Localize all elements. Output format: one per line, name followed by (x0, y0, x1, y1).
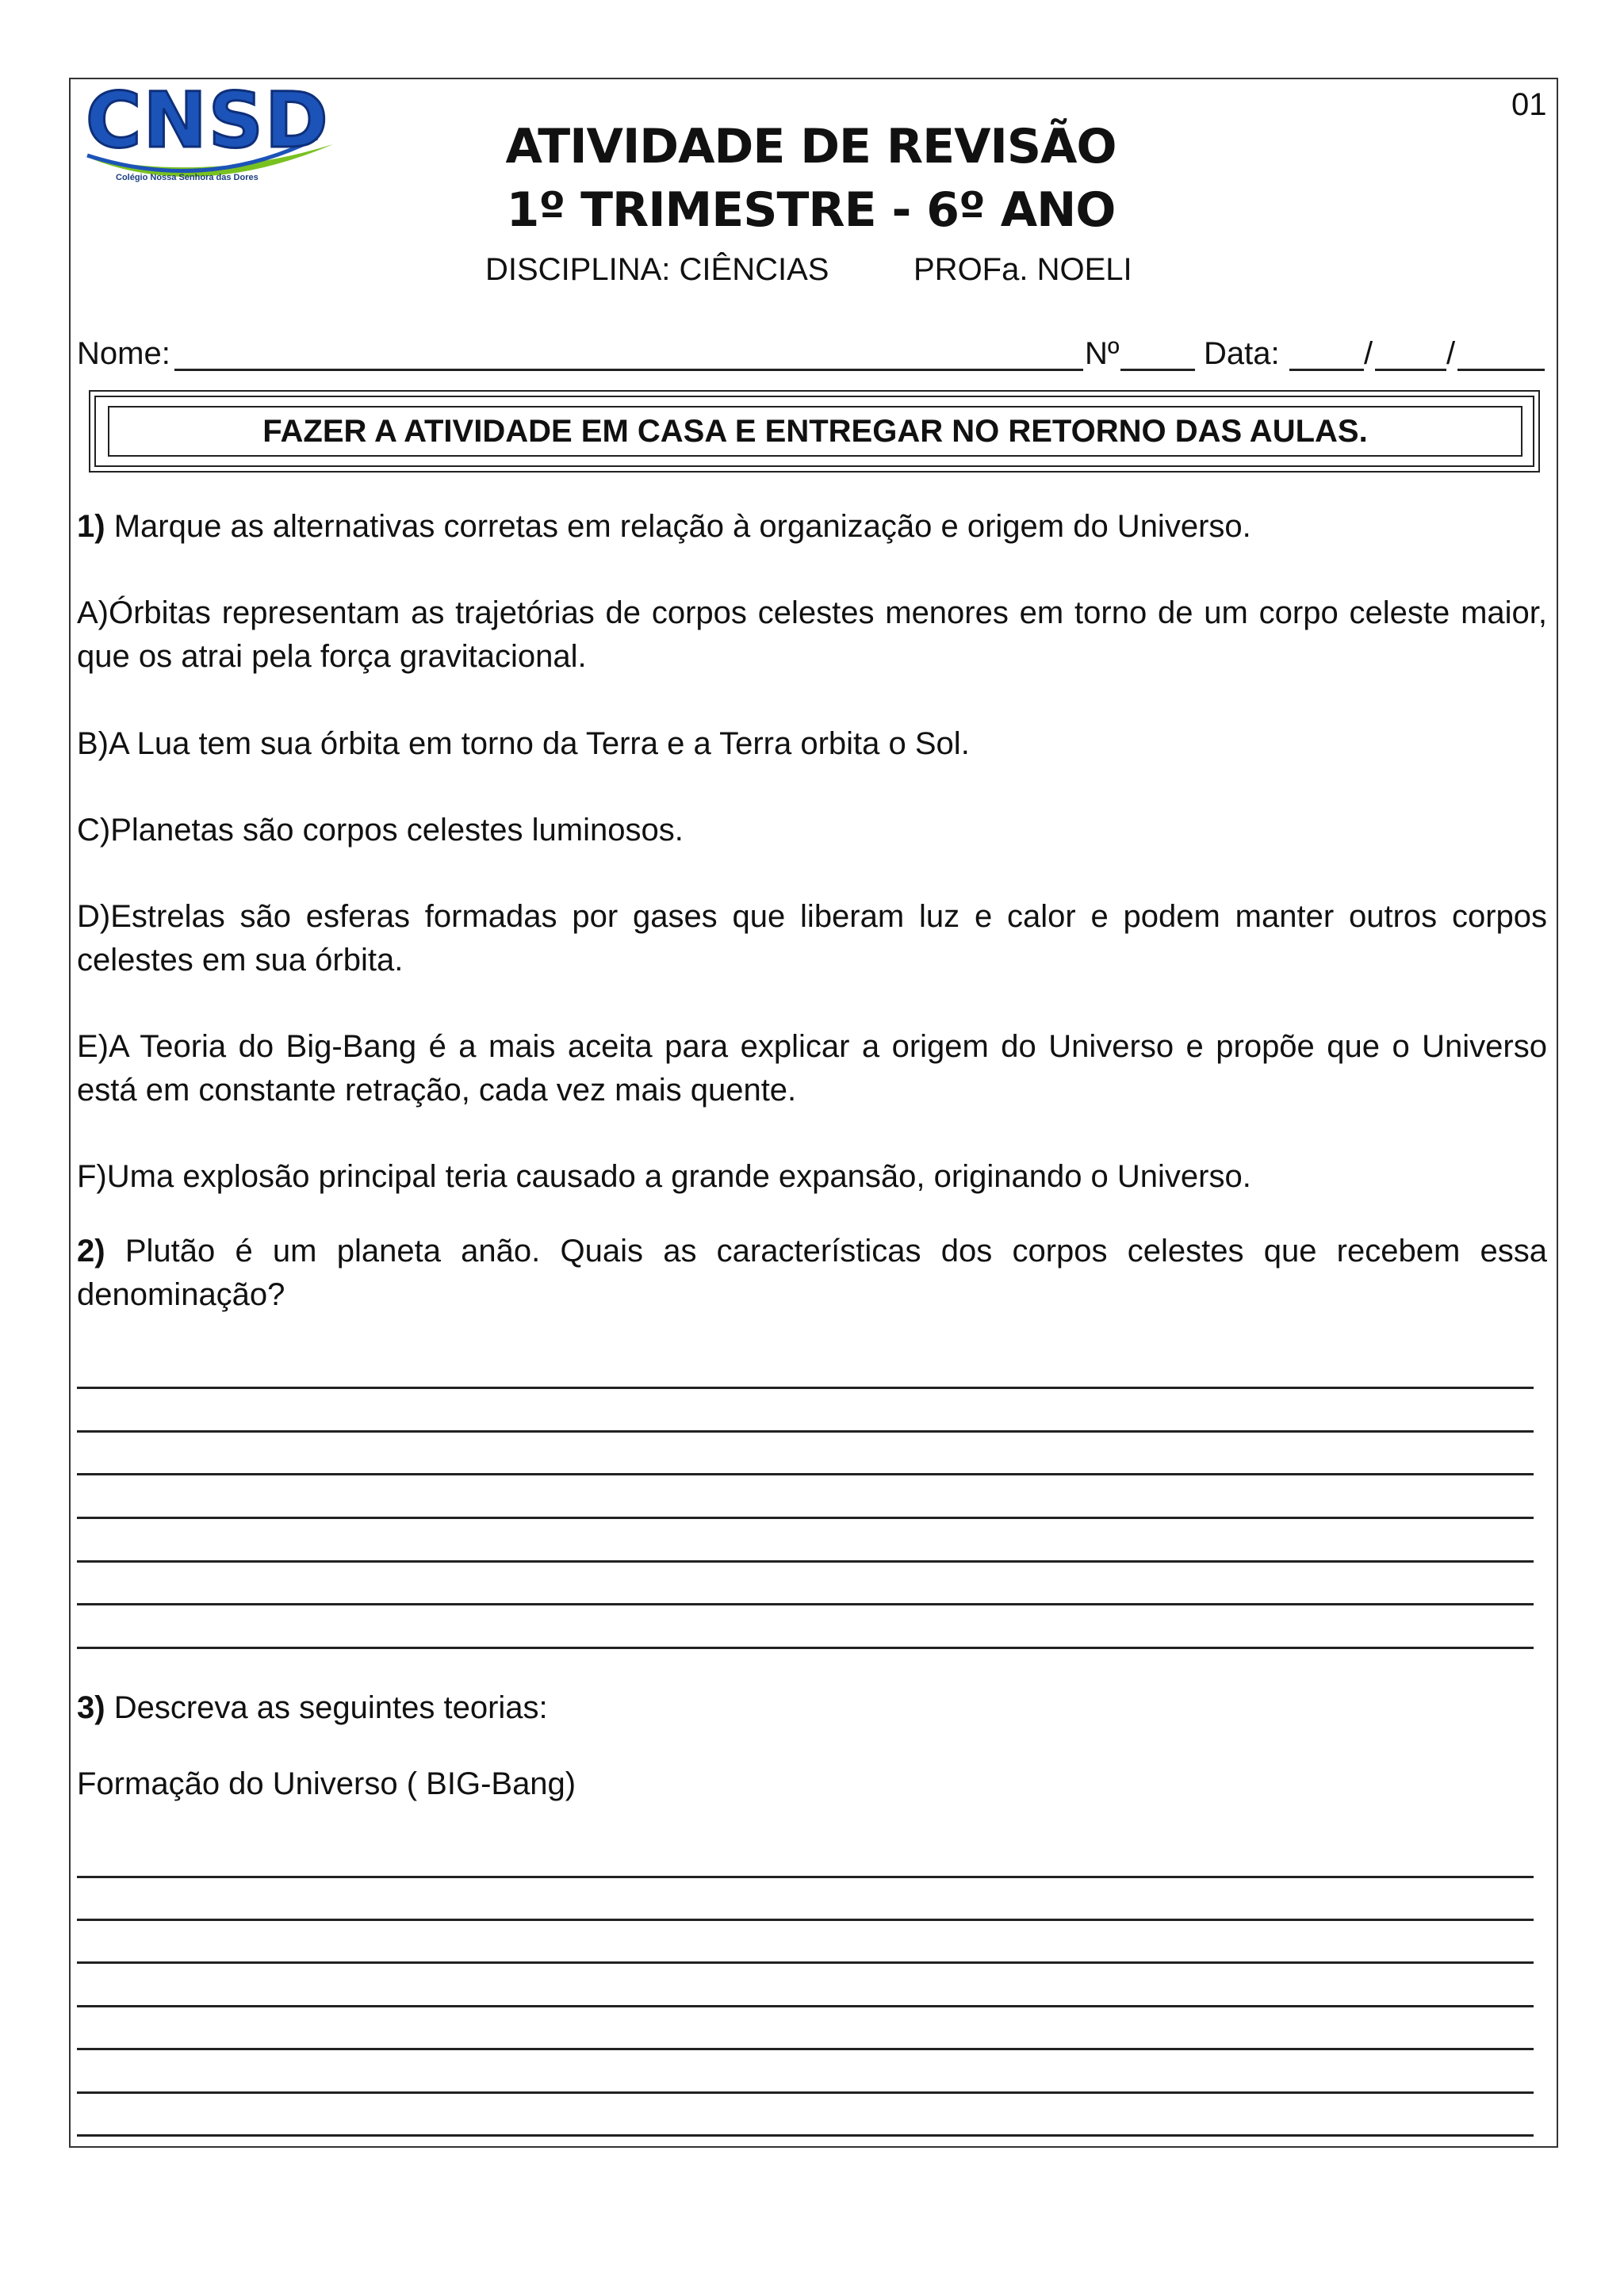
date-day-field[interactable] (1289, 369, 1364, 371)
page-number: 01 (1511, 87, 1547, 122)
name-field[interactable] (174, 369, 1083, 371)
option-e: E)A Teoria do Big-Bang é a mais aceita para explicar a origem do Universo e propõe que o Universo está em constante retração, cada vez mais quente. (77, 1029, 1547, 1108)
date-year-field[interactable] (1457, 369, 1545, 371)
question-text: Marque as alternativas corretas em relação à organização e origem do Universo. (113, 509, 1251, 544)
option-b: B)A Lua tem sua órbita em torno da Terra e a Terra orbita o Sol. (77, 726, 970, 761)
question-3-subitem: Formação do Universo ( BIG-Bang) (77, 1766, 576, 1801)
question-number: 3) (77, 1690, 105, 1725)
question-2 (77, 1230, 1547, 1317)
question-text: Descreva as seguintes teorias: (113, 1690, 548, 1725)
answer-line[interactable] (77, 1647, 1534, 1649)
number-label: Nº (1085, 336, 1120, 371)
notice-text: FAZER A ATIVIDADE EM CASA E ENTREGAR NO RETORNO DAS AULAS. (262, 413, 1368, 449)
question-1 (77, 504, 1251, 549)
date-label: Data: (1204, 336, 1280, 371)
date-separator: / (1446, 336, 1456, 371)
name-label: Nome: (77, 336, 170, 371)
question-number: 1) (77, 509, 105, 544)
logo-subtitle: Colégio Nossa Senhora das Dores (116, 173, 259, 182)
notice-box (108, 406, 1522, 457)
date-separator: / (1364, 336, 1373, 371)
logo-text: CNSD (86, 76, 330, 165)
option-f: F)Uma explosão principal teria causado a grande expansão, originando o Universo. (77, 1159, 1251, 1194)
answer-line[interactable] (77, 2091, 1534, 2094)
answer-line[interactable] (77, 1603, 1534, 1605)
answer-line[interactable] (77, 2134, 1534, 2137)
answer-line[interactable] (77, 1387, 1534, 1389)
page-subtitle: 1º TRIMESTRE - 6º ANO (506, 182, 1116, 238)
date-month-field[interactable] (1375, 369, 1446, 371)
page-frame (69, 78, 1558, 2148)
question-text: Plutão é um planeta anão. Quais as características dos corpos celestes que recebem essa denominação? (77, 1234, 1547, 1312)
answer-line[interactable] (77, 1919, 1534, 1921)
page-title: ATIVIDADE DE REVISÃO (505, 119, 1116, 174)
answer-line[interactable] (77, 1517, 1534, 1519)
answer-line[interactable] (77, 1961, 1534, 1964)
teacher-label: PROFa. NOELI (914, 252, 1132, 287)
answer-line[interactable] (77, 1430, 1534, 1433)
answer-line[interactable] (77, 1560, 1534, 1563)
option-a: A)Órbitas representam as trajetórias de corpos celestes menores em torno de um corpo celeste maior, que os atrai pela força gravitacional. (77, 595, 1547, 674)
school-logo (79, 76, 341, 187)
question-number: 2) (77, 1234, 105, 1269)
discipline-label: DISCIPLINA: CIÊNCIAS (485, 252, 829, 287)
answer-line[interactable] (77, 2048, 1534, 2050)
answer-line[interactable] (77, 1876, 1534, 1878)
answer-line[interactable] (77, 1473, 1534, 1475)
option-c: C)Planetas são corpos celestes luminosos. (77, 813, 684, 848)
option-d: D)Estrelas são esferas formadas por gases que liberam luz e calor e podem manter outros corpos celestes em sua órbita. (77, 899, 1547, 978)
number-field[interactable] (1120, 369, 1195, 371)
question-3 (77, 1686, 548, 1730)
answer-line[interactable] (77, 2005, 1534, 2007)
